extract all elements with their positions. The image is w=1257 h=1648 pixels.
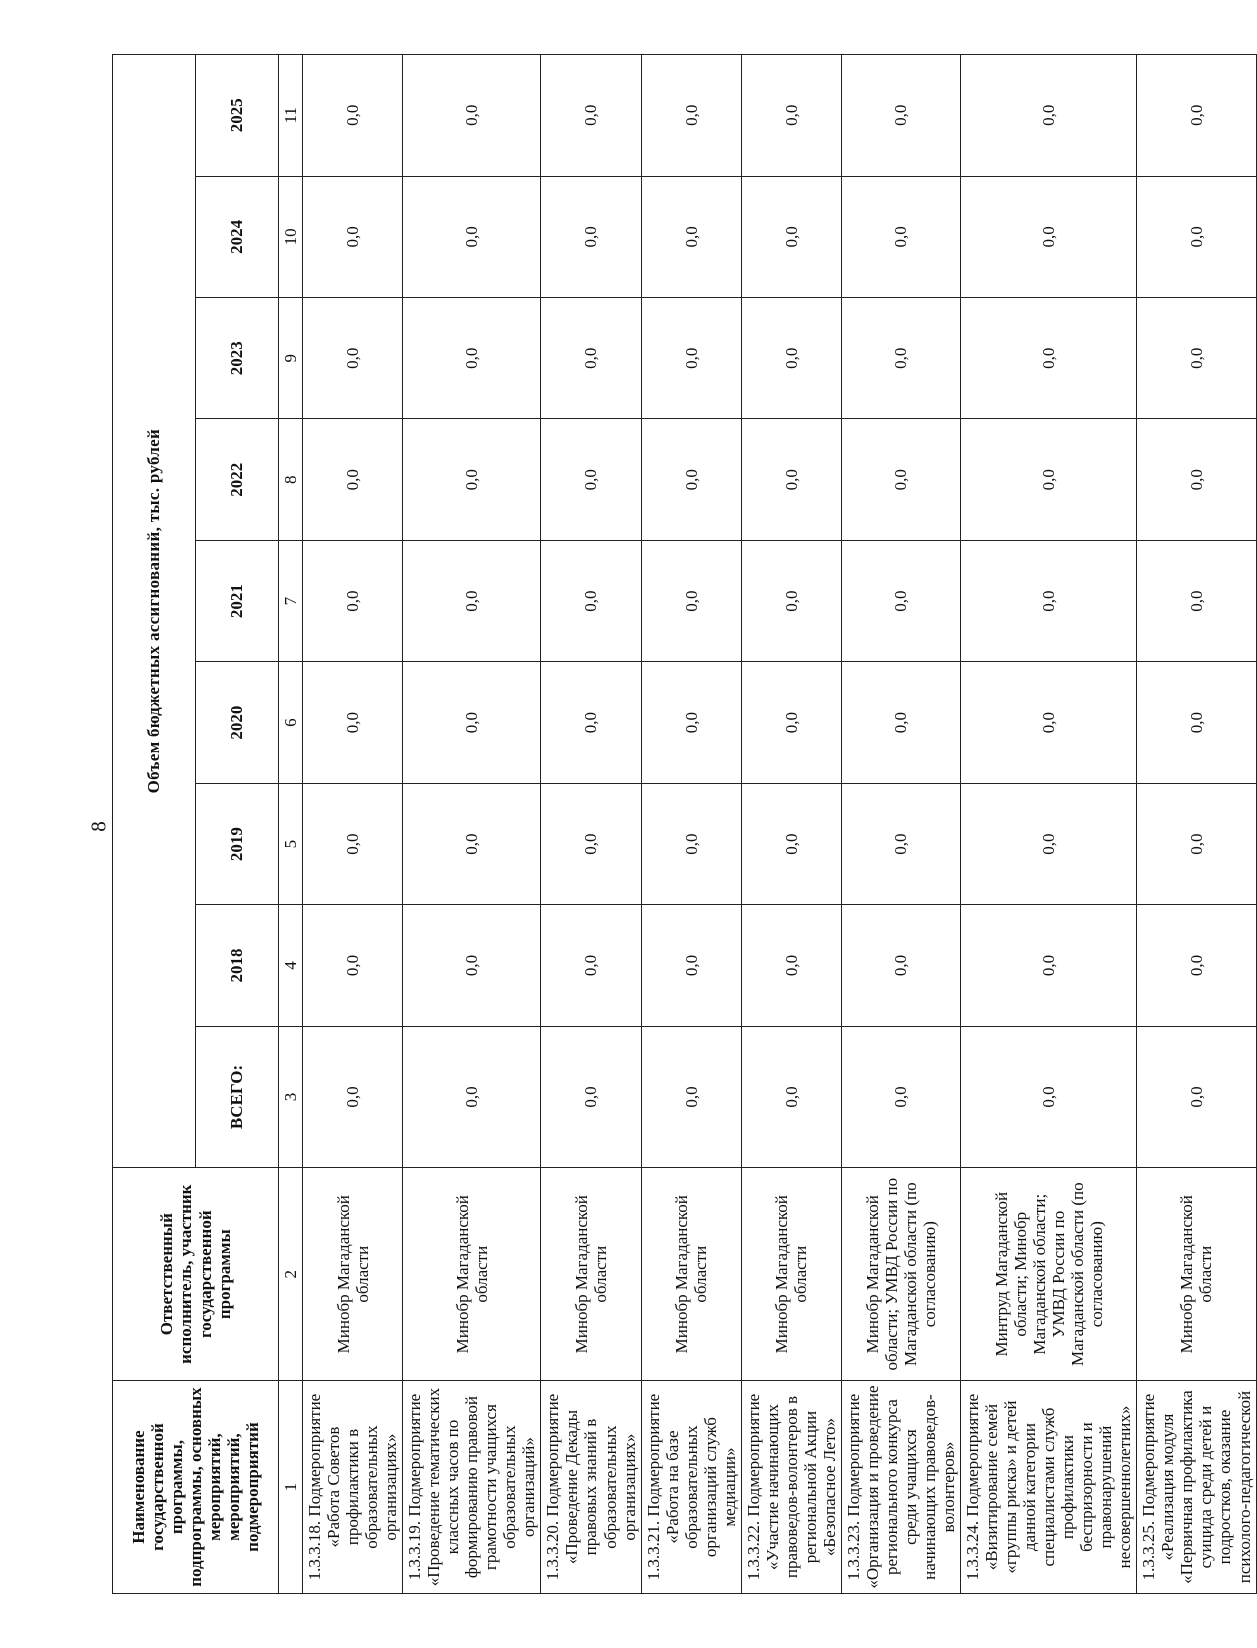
value-2025: 0,0 (1137, 55, 1256, 177)
value-2023: 0,0 (403, 298, 541, 419)
table-row (841, 55, 960, 1594)
executor: Минобр Магаданской области (541, 1168, 641, 1381)
column-number: 5 (279, 783, 303, 904)
table-row (741, 55, 841, 1594)
header-budget-title: Объем бюджетных ассигнований, тыс. рублей (113, 55, 196, 1168)
value-2021: 0,0 (741, 540, 841, 661)
value-2022: 0,0 (541, 419, 641, 540)
table-row (303, 55, 403, 1594)
value-2023: 0,0 (961, 298, 1137, 419)
header-year: 2021 (196, 540, 279, 661)
budget-table (112, 54, 1257, 1594)
value-2025: 0,0 (741, 55, 841, 177)
activity-name: 1.3.3.25. Подмероприятие «Реализация модуля «Первичная профилактика суицида среди детей и подростков, оказание психолого-педагогической (1137, 1381, 1256, 1594)
value-2024: 0,0 (741, 176, 841, 297)
header-name-column: Наименование государственной программы, подпрограммы, основных мероприятий, мероприятий, подмероприятий (113, 1381, 279, 1594)
header-year: 2022 (196, 419, 279, 540)
value-2020: 0,0 (961, 662, 1137, 783)
value-2022: 0,0 (303, 419, 403, 540)
activity-name: 1.3.3.20. Подмероприятие «Проведение Декады правовых знаний в образовательных организациях» (541, 1381, 641, 1594)
value-2024: 0,0 (1137, 176, 1256, 297)
column-number: 9 (279, 298, 303, 419)
column-number-row (279, 55, 303, 1594)
value-2020: 0,0 (841, 662, 960, 783)
header-year: 2019 (196, 783, 279, 904)
executor: Минтруд Магаданской области; Минобр Магаданской области; УМВД России по Магаданской области (по согласованию) (961, 1168, 1137, 1381)
value-2025: 0,0 (841, 55, 960, 177)
table-row (1137, 55, 1256, 1594)
column-number: 8 (279, 419, 303, 540)
value-2019: 0,0 (741, 783, 841, 904)
value-2018: 0,0 (641, 905, 741, 1026)
table-row (541, 55, 641, 1594)
value-2020: 0,0 (641, 662, 741, 783)
value-2021: 0,0 (961, 540, 1137, 661)
value-2022: 0,0 (741, 419, 841, 540)
value-2025: 0,0 (303, 55, 403, 177)
header-year: 2020 (196, 662, 279, 783)
value-2019: 0,0 (541, 783, 641, 904)
executor: Минобр Магаданской области (303, 1168, 403, 1381)
value-2018: 0,0 (303, 905, 403, 1026)
column-number: 1 (279, 1381, 303, 1594)
value-2021: 0,0 (303, 540, 403, 661)
value-2024: 0,0 (403, 176, 541, 297)
value-2023: 0,0 (1137, 298, 1256, 419)
column-number: 10 (279, 176, 303, 297)
value-2022: 0,0 (961, 419, 1137, 540)
activity-name: 1.3.3.21. Подмероприятие «Работа на базе образовательных организаций служб медиации» (641, 1381, 741, 1594)
page-number: 8 (86, 821, 111, 832)
value-2018: 0,0 (841, 905, 960, 1026)
value-total: 0,0 (961, 1026, 1137, 1168)
value-2018: 0,0 (541, 905, 641, 1026)
executor: Минобр Магаданской области (403, 1168, 541, 1381)
column-number: 2 (279, 1168, 303, 1381)
value-2024: 0,0 (303, 176, 403, 297)
value-2024: 0,0 (961, 176, 1137, 297)
header-year: 2024 (196, 176, 279, 297)
activity-name: 1.3.3.23. Подмероприятие «Организация и проведение регионального конкурса среди учащихся начинающих правоведов-волонтеров» (841, 1381, 960, 1594)
value-total: 0,0 (1137, 1026, 1256, 1168)
value-2025: 0,0 (961, 55, 1137, 177)
value-2019: 0,0 (641, 783, 741, 904)
value-2020: 0,0 (741, 662, 841, 783)
table-row (403, 55, 541, 1594)
value-2018: 0,0 (741, 905, 841, 1026)
header-year: 2025 (196, 55, 279, 177)
executor: Минобр Магаданской области (741, 1168, 841, 1381)
column-number: 4 (279, 905, 303, 1026)
value-2021: 0,0 (541, 540, 641, 661)
value-2023: 0,0 (541, 298, 641, 419)
column-number: 7 (279, 540, 303, 661)
value-2021: 0,0 (841, 540, 960, 661)
value-2025: 0,0 (403, 55, 541, 177)
executor: Минобр Магаданской области; УМВД России по Магаданской области (по согласованию) (841, 1168, 960, 1381)
value-2021: 0,0 (1137, 540, 1256, 661)
activity-name: 1.3.3.22. Подмероприятие «Участие начинающих правоведов-волонтеров в региональной Акции «Безопасное Лето» (741, 1381, 841, 1594)
header-executor-column: Ответственный исполнитель, участник государственной программы (113, 1168, 279, 1381)
value-2023: 0,0 (641, 298, 741, 419)
column-number: 6 (279, 662, 303, 783)
value-2024: 0,0 (841, 176, 960, 297)
value-2023: 0,0 (841, 298, 960, 419)
value-2019: 0,0 (403, 783, 541, 904)
value-2025: 0,0 (641, 55, 741, 177)
value-2025: 0,0 (541, 55, 641, 177)
activity-name: 1.3.3.18. Подмероприятие «Работа Советов профилактики в образовательных организациях» (303, 1381, 403, 1594)
executor: Минобр Магаданской области (641, 1168, 741, 1381)
value-2022: 0,0 (841, 419, 960, 540)
activity-name: 1.3.3.19. Подмероприятие «Проведение тематических классных часов по формированию правовой грамотности учащихся образовательных организаций» (403, 1381, 541, 1594)
header-year: 2023 (196, 298, 279, 419)
value-2021: 0,0 (641, 540, 741, 661)
value-total: 0,0 (841, 1026, 960, 1168)
value-total: 0,0 (303, 1026, 403, 1168)
value-2020: 0,0 (303, 662, 403, 783)
value-2018: 0,0 (961, 905, 1137, 1026)
table-row (641, 55, 741, 1594)
value-total: 0,0 (541, 1026, 641, 1168)
value-2024: 0,0 (641, 176, 741, 297)
value-2019: 0,0 (841, 783, 960, 904)
value-2022: 0,0 (641, 419, 741, 540)
column-number: 11 (279, 55, 303, 177)
value-total: 0,0 (641, 1026, 741, 1168)
activity-name: 1.3.3.24. Подмероприятие «Визитирование семей «группы риска» и детей данной категории специалистами служб профилактики беспризорности и правонарушений несовершеннолетних» (961, 1381, 1137, 1594)
column-number: 3 (279, 1026, 303, 1168)
value-2019: 0,0 (961, 783, 1137, 904)
header-total: ВСЕГО: (196, 1026, 279, 1168)
value-2022: 0,0 (403, 419, 541, 540)
value-2019: 0,0 (303, 783, 403, 904)
value-total: 0,0 (403, 1026, 541, 1168)
value-2022: 0,0 (1137, 419, 1256, 540)
value-2023: 0,0 (741, 298, 841, 419)
value-2020: 0,0 (541, 662, 641, 783)
value-2018: 0,0 (403, 905, 541, 1026)
value-2019: 0,0 (1137, 783, 1256, 904)
table-row (961, 55, 1137, 1594)
rotated-page-content (112, 54, 1254, 1594)
value-total: 0,0 (741, 1026, 841, 1168)
executor: Минобр Магаданской области (1137, 1168, 1256, 1381)
value-2020: 0,0 (1137, 662, 1256, 783)
value-2023: 0,0 (303, 298, 403, 419)
header-year: 2018 (196, 905, 279, 1026)
value-2024: 0,0 (541, 176, 641, 297)
value-2018: 0,0 (1137, 905, 1256, 1026)
value-2021: 0,0 (403, 540, 541, 661)
value-2020: 0,0 (403, 662, 541, 783)
